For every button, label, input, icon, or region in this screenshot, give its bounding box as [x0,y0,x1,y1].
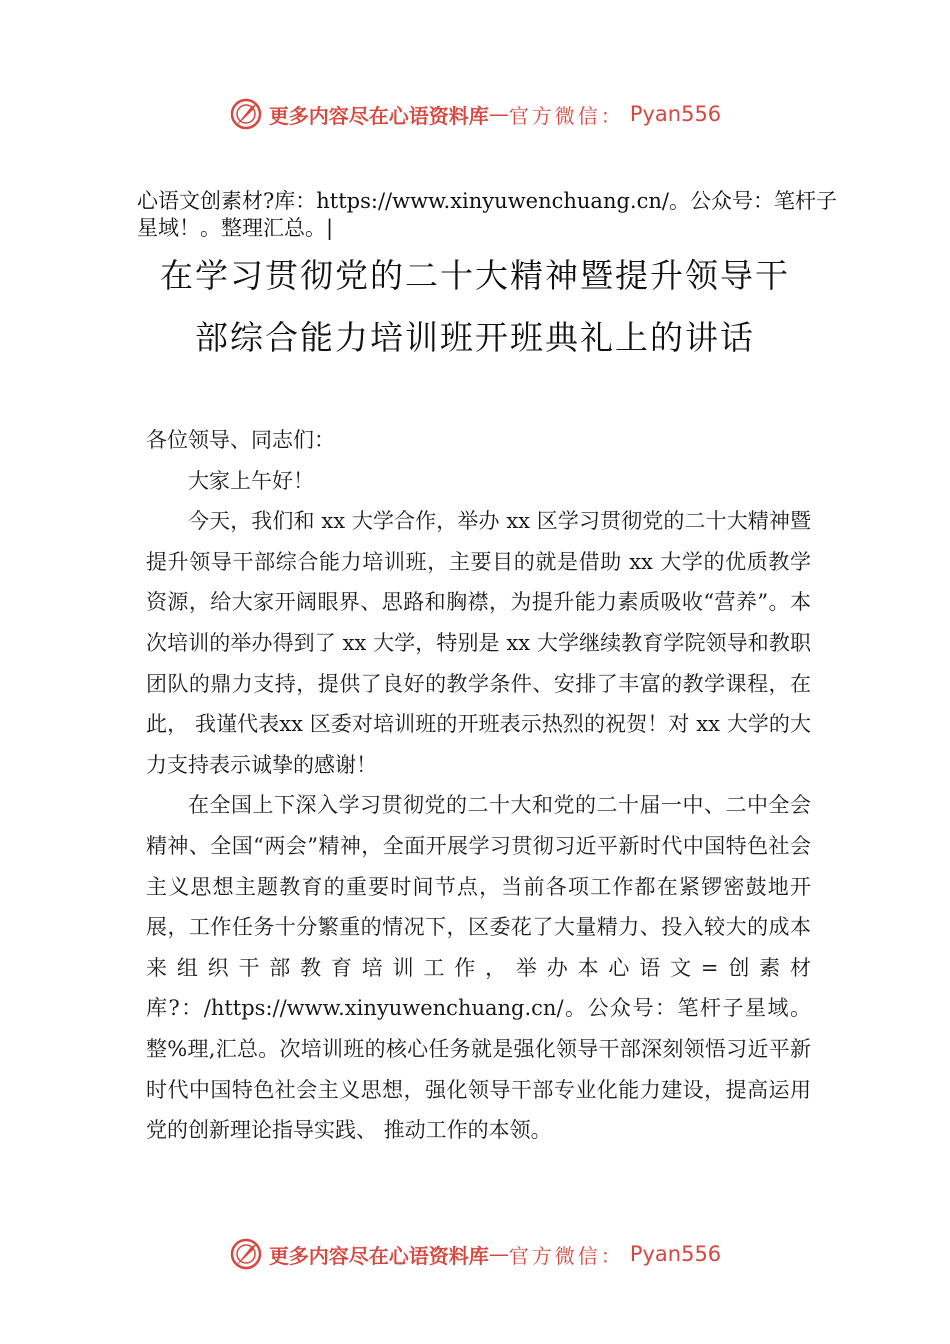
greeting: 大家上午好！ [188,468,314,493]
header-watermark-banner [0,94,950,134]
banner-separator: — [488,1242,509,1266]
banner-separator: — [488,102,509,126]
pen-logo-icon [229,1237,263,1271]
pen-logo-icon [229,97,263,131]
document-title-line-2: 部综合能力培训班开班典礼上的讲话 [195,318,755,357]
banner-wechat-label: 官方微信： [508,1243,624,1268]
banner-wechat-id: Pyan556 [629,1242,722,1266]
salutation: 各位领导、同志们： [146,428,335,452]
paragraph-2: 在全国上下深入学习贯彻党的二十大和党的二十届一中、二中全会精神、全国“两会”精神，全面开展学习贯彻习近平新时代中国特色社会主义思想主题教育的重要时间节点，当前各项工作都在紧锣密鼓地开展，工作任务十分繁重的情况下，区委花了大量精力、投入较大的成本来组织干部教育培训工作，举办本心语文=创素材库?：/https://www.xinyuwenchuang.cn/。公众号：笔杆子星域。整%理,汇总。次培训班的核心任务就是强化领导干部深刻领悟习近平新时代中国特色社会主义思想，强化领导干部专业化能力建设，提高运用党的创新理论指导实践、 推动工作的本领。 [146,793,811,1143]
banner-wechat-label: 官方微信： [508,103,624,128]
footer-watermark-banner [0,1234,950,1274]
banner-main-text: 更多内容尽在心语资料库 [268,1243,489,1268]
banner-main-text: 更多内容尽在心语资料库 [268,103,489,128]
document-title-line-1: 在学习贯彻党的二十大精神暨提升领导干 [160,256,790,295]
paragraph-1: 今天，我们和 xx 大学合作，举办 xx 区学习贯彻党的二十大精神暨提升领导干部综合能力培训班，主要目的就是借助 xx 大学的优质教学资源，给大家开阔眼界、思路和胸襟，为提升能力素质吸收“营养”。本次培训的举办得到了 xx 大学，特别是 xx 大学继续教育学院领导和教职团队的鼎力支持，提供了良好的教学条件、安排了丰富的教学课程，在此， 我谨代表xx 区委对培训班的开班表示热烈的祝贺！对 xx 大学的大力支持表示诚挚的感谢！ [146,509,811,777]
speech-body [146,420,811,1151]
source-note: 心语文创素材?库：https://www.xinyuwenchuang.cn/。公众号：笔杆子星域！。整理汇总。| [137,189,837,240]
banner-wechat-id: Pyan556 [629,102,722,126]
